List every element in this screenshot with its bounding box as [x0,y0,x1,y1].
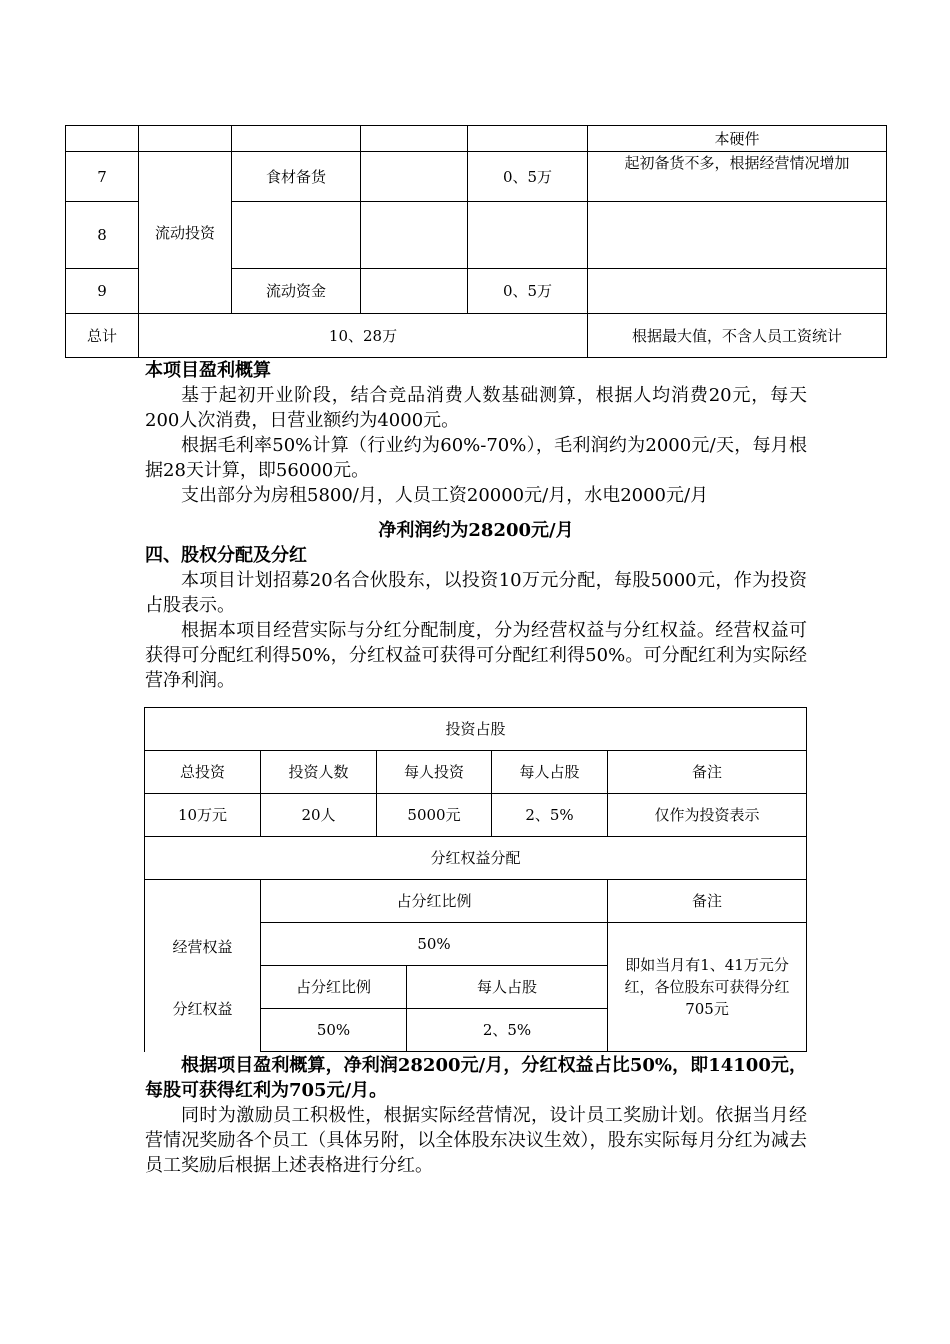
total-label: 总计 [66,314,139,358]
table-row [66,152,887,202]
table-cell: 仅作为投资表示 [608,794,807,837]
table-row [145,880,807,923]
table-row [145,751,807,794]
conclusion-section [145,1053,807,1178]
note-cell [588,269,887,314]
incentive-paragraph: 同时为激励员工积极性，根据实际经营情况，设计员工奖励计划。依据当月经营情况奖励各个员工（具体另附，以全体股东决议生效），股东实际每月分红为减去员工奖励后根据上述表格进行分红。 [145,1105,807,1176]
table-cell: 2、5% [492,794,608,837]
profit-heading: 本项目盈利概算 [145,360,271,381]
column-header: 备注 [608,751,807,794]
column-header: 每人占股 [492,751,608,794]
table-cell: 10万元 [145,794,261,837]
table-cell: 2、5% [407,1009,608,1052]
column-header: 投资人数 [261,751,377,794]
row-number: 9 [66,269,139,314]
column-header: 每人投资 [377,751,492,794]
section-title: 分红权益分配 [145,837,807,880]
profit-section [145,358,807,693]
item-cell: 流动资金 [232,269,361,314]
operating-label: 经营权益 [145,880,261,966]
equity-heading: 四、股权分配及分红 [145,545,307,566]
profit-paragraph: 基于起初开业阶段，结合竞品消费人数基础测算，根据人均消费20元，每天200人次消费，日营业额约为4000元。 [145,385,807,431]
equity-paragraph: 本项目计划招募20名合伙股东，以投资10万元分配，每股5000元，作为投资占股表示。 [145,570,807,616]
row-number: 8 [66,202,139,269]
table-row [145,708,807,751]
total-value: 10、28万 [139,314,588,358]
column-header: 总投资 [145,751,261,794]
note-cell: 本硬件 [588,126,887,152]
dividend-note: 即如当月有1、41万元分红，各位股东可获得分红705元 [608,923,807,1052]
dividend-summary: 根据项目盈利概算，净利润28200元/月，分红权益占比50%，即14100元，每股可获得红利为705元/月。 [145,1055,807,1101]
total-note: 根据最大值，不含人员工资统计 [588,314,887,358]
note-cell: 起初备货不多，根据经营情况增加 [588,152,887,202]
table-cell: 20人 [261,794,377,837]
item-cell: 食材备货 [232,152,361,202]
investment-table [65,125,887,358]
amount-cell: 0、5万 [468,269,588,314]
table-row [66,126,887,152]
note-cell [588,202,887,269]
table-row [66,314,887,358]
table-cell: 5000元 [377,794,492,837]
operating-ratio: 50% [261,923,608,966]
table-row [145,794,807,837]
profit-paragraph: 支出部分为房租5800/月，人员工资20000元/月，水电2000元/月 [181,485,709,506]
profit-paragraph: 根据毛利率50%计算（行业约为60%-70%），毛利润约为2000元/天，每月根据28天计算，即56000元。 [145,435,807,481]
equity-paragraph: 根据本项目经营实际与分红分配制度，分为经营权益与分红权益。经营权益可获得可分配红利得50%，分红权益可获得可分配红利得50%。可分配红利为实际经营净利润。 [145,620,807,691]
item-cell [232,202,361,269]
column-header: 每人占股 [407,966,608,1009]
amount-cell [468,202,588,269]
column-header: 备注 [608,880,807,923]
equity-table [144,707,807,1052]
group-label: 流动投资 [139,152,232,314]
column-header: 占分红比例 [261,880,608,923]
amount-cell: 0、5万 [468,152,588,202]
table-cell: 50% [261,1009,407,1052]
column-header: 占分红比例 [261,966,407,1009]
table-title: 投资占股 [145,708,807,751]
table-row [145,837,807,880]
row-number: 7 [66,152,139,202]
dividend-label: 分红权益 [145,966,261,1052]
net-profit: 净利润约为28200元/月 [378,520,574,541]
